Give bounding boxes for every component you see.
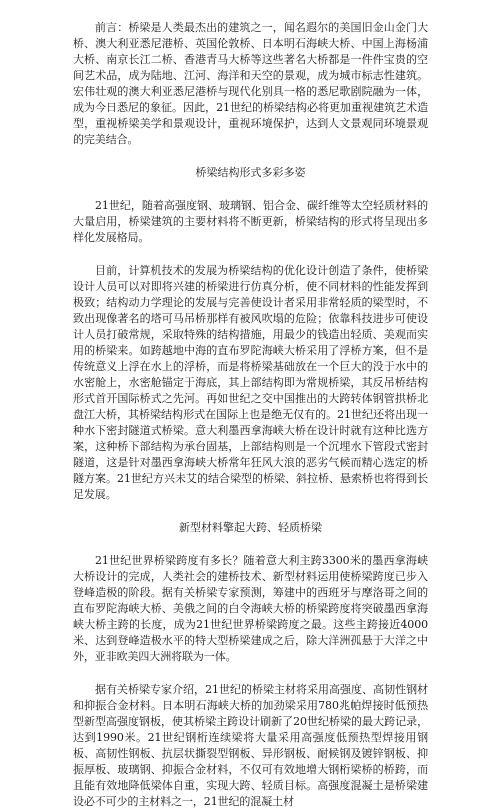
paragraph-steel-materials: 据有关桥梁专家介绍，21世纪的桥梁主材将采用高强度、高韧性钢材和抑振合金材料。日本明石海峡大桥的加劲梁采用780兆帕焊接时低预热型新型高强度钢板，使其桥梁主跨设计刷新了20世纪桥梁的最大跨记录，达到1990米。21世纪钢桁连续梁将大量采用高强度低预热型焊接用钢板、高韧性钢板、抗层状撕裂型钢板、异形钢板、耐候钢及镀锌钢板、抑振厚板、玻璃钢、抑振合金材料，不仅可有效地增大钢桁梁桥的桥跨，而且能有效地降低梁体自重，实现大跨、轻质目标。高强度混凝土是桥梁建设必不可少的主材料之一，21世纪的混凝土材 xyxy=(73,683,428,808)
paragraph-new-materials: 21世纪，随着高强度钢、玻璃钢、铝合金、碳纤维等太空轻质材料的大量启用，桥梁建筑的主要材料将不断更新，桥梁结构的形式将呈现出多样化发展格局。 xyxy=(73,199,428,244)
section-heading-structure-forms: 桥梁结构形式多彩多姿 xyxy=(195,166,306,179)
preface-paragraph: 前言：桥梁是人类最杰出的建筑之一，闻名遐尔的美国旧金山金门大桥、澳大利亚悉尼港桥、英国伦敦桥、日本明石海峡大桥、中国上海杨浦大桥、南京长江二桥、香港青马大桥等这些著名大桥都是一件件宝贵的空间艺术品，成为陆地、江河、海洋和天空的景观，成为城市标志性建筑。宏伟壮观的澳大利亚悉尼港桥与现代化别具一格的悉尼歌剧院融为一体，成为今日悉尼的象征。因此，21世纪的桥梁结构必将更加重视建筑艺术造型，重视桥梁美学和景观设计，重视环境保护，达到人文景观同环境景观的完美结合。 xyxy=(73,21,428,146)
paragraph-computer-design: 目前，计算机技术的发展为桥梁结构的优化设计创造了条件，使桥梁设计人员可以对即将兴建的桥梁进行仿真分析，使不同材料的性能发挥到极致；结构动力学理论的发展与完善使设计者采用非常轻质的梁型时，不致出现像著名的塔可马吊桥那样有被风吹塌的危险；依靠科技进步可使设计人员打破常规，采取特殊的结构措施，用最少的钱造出轻质、美观而实用的桥梁来。如跨越地中海的直布罗陀海峡大桥采用了浮桥方案，但不是传统意义上浮在水上的浮桥，而是将桥梁基础放在一个巨大的没于水中的水密舱上，水密舱锚定于海底，其上部结构即为常规桥梁，其反吊桥结构形式首开国际桥式之先河。再如世纪之交中国推出的大跨转体钢管拱桥北盘江大桥，其桥梁结构形式在国际上也是绝无仅有的。21世纪还将出现一种水下密封隧道式桥梁。意大利墨西拿海峡大桥在设计时就有这种比选方案，这种桥下部结构为承台固基，上部结构则是一个沉埋水下管段式密封隧道，这是针对墨西拿海峡大桥常年狂风大浪的恶劣气候而精心选定的桥隧方案。21世纪方兴未艾的结合梁型的桥梁、斜拉桥、悬索桥也将得到长足发展。 xyxy=(73,264,428,501)
paragraph-span-length: 21世纪世界桥梁跨度有多长？随着意大利主跨3300米的墨西拿海峡大桥设计的完成，人类社会的建桥技术、新型材料运用使桥梁跨度已步入登峰造极的阶段。据有关桥梁专家预测，筹建中的西班牙与摩洛哥之间的直布罗陀海峡大桥、美俄之间的白令海峡大桥的桥梁跨度将突破墨西拿海峡大桥主跨的长度，成为21世纪世界桥梁跨度之最。这些主跨接近4000米、达到登峰造极水平的特大型桥梁建成之后，除大洋洲孤悬于大洋之中外，亚非欧美四大洲将联为一体。 xyxy=(73,554,428,663)
section-heading-new-materials-span: 新型材料擎起大跨、轻质桥梁 xyxy=(179,521,322,534)
